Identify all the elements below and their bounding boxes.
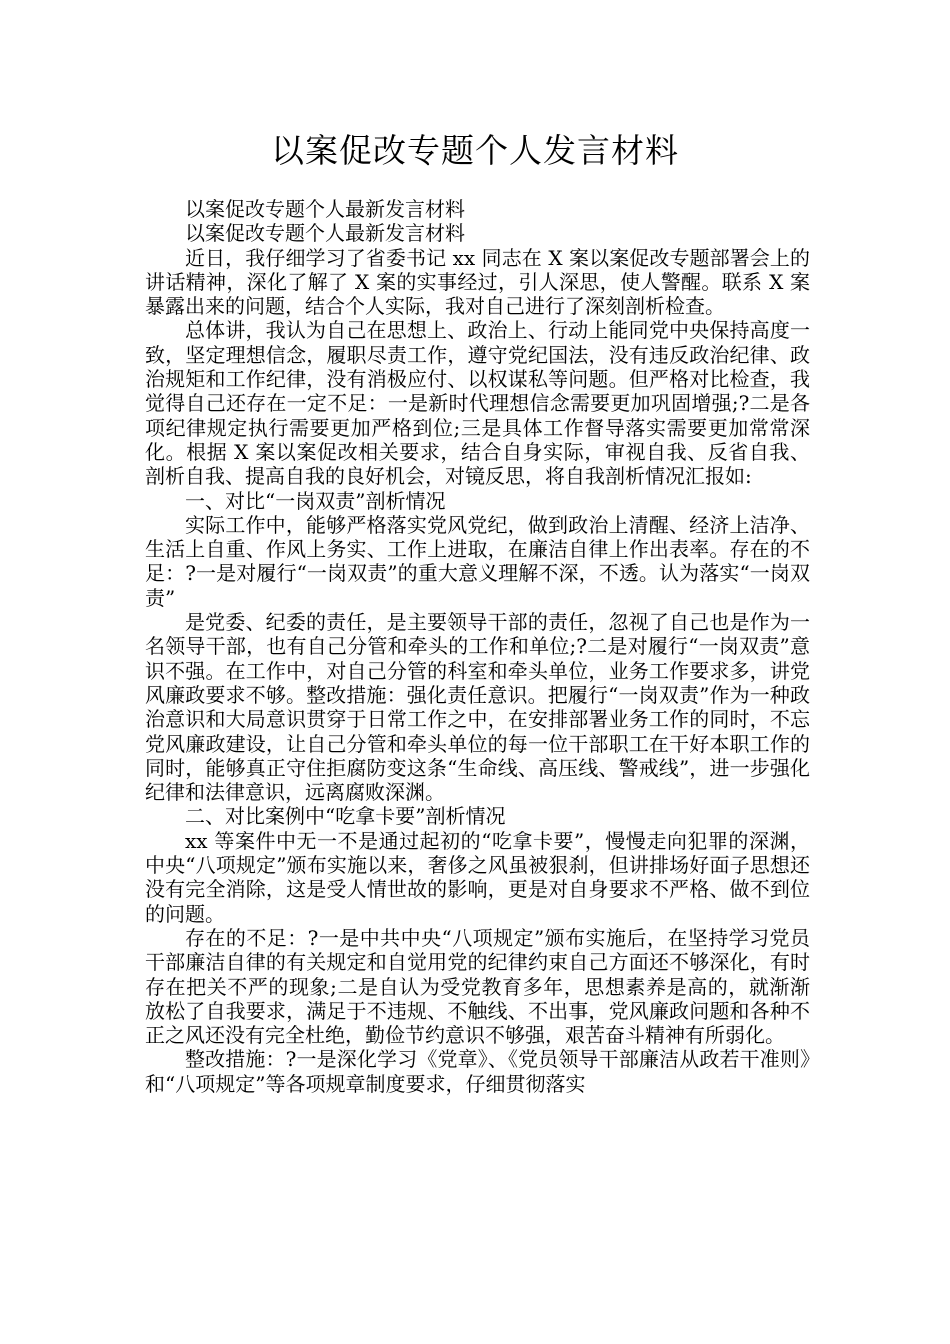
document-body <box>145 197 810 1096</box>
subtitle-line: 以案促改专题个人最新发言材料 <box>185 221 465 246</box>
body-paragraph: 整改措施：?一是深化学习《党章》、《党员领导干部廉洁从政若干准则》和“八项规定”等各项规章制度要求，仔细贯彻落实 <box>145 1047 810 1096</box>
body-paragraph: 是党委、纪委的责任，是主要领导干部的责任，忽视了自己也是作为一名领导干部，也有自己分管和牵头的工作和单位;?二是对履行“一岗双责”意识不强。在工作中，对自己分管的科室和牵头单位，业务工作要求多，讲党风廉政要求不够。整改措施：强化责任意识。把履行“一岗双责”作为一种政治意识和大局意识贯穿于日常工作之中，在安排部署业务工作的同时，不忘党风廉政建设，让自己分管和牵头单位的每一位干部职工在干好本职工作的同时，能够真正守住拒腐防变这条“生命线、高压线、警戒线”，进一步强化纪律和法律意识，远离腐败深渊。 <box>145 610 810 805</box>
body-paragraph: xx 等案件中无一不是通过起初的“吃拿卡要”，慢慢走向犯罪的深渊，中央“八项规定”颁布实施以来，奢侈之风虽被狠刹，但讲排场好面子思想还没有完全消除，这是受人情世故的影响，更是对自身要求不严格、做不到位的问题。 <box>145 828 810 926</box>
body-paragraph: 实际工作中，能够严格落实党风党纪，做到政治上清醒、经济上洁净、生活上自重、作风上务实、工作上进取，在廉洁自律上作出表率。存在的不足：?一是对履行“一岗双责”的重大意义理解不深，不透。认为落实“一岗双责” <box>145 512 810 610</box>
body-paragraph: 近日，我仔细学习了省委书记 xx 同志在 X 案以案促改专题部署会上的讲话精神，深化了解了 X 案的实事经过，引人深思，使人警醒。联系 X 案暴露出来的问题，结合个人实际，我对自己进行了深刻剖析检查。 <box>145 245 810 319</box>
section-heading: 一、对比“一岗双责”剖析情况 <box>185 488 446 513</box>
document-title: 以案促改专题个人发言材料 <box>271 131 679 170</box>
subtitle-line: 以案促改专题个人最新发言材料 <box>185 197 465 221</box>
body-paragraph: 存在的不足：?一是中共中央“八项规定”颁布实施后，在坚持学习党员干部廉洁自律的有关规定和自觉用党的纪律约束自己方面还不够深化，有时存在把关不严的现象;二是自认为受党教育多年，思想素养是高的，就渐渐放松了自我要求，满足于不违规、不触线、不出事，党风廉政问题和各种不正之风还没有完全杜绝，勤俭节约意识不够强，艰苦奋斗精神有所弱化。 <box>145 925 810 1048</box>
section-heading: 二、对比案例中“吃拿卡要”剖析情况 <box>185 804 506 829</box>
body-paragraph: 总体讲，我认为自己在思想上、政治上、行动上能同党中央保持高度一致，坚定理想信念，履职尽责工作，遵守党纪国法，没有违反政治纪律、政治规矩和工作纪律，没有消极应付、以权谋私等问题。但严格对比检查，我觉得自己还存在一定不足：一是新时代理想信念需要更加巩固增强;?二是各项纪律规定执行需要更加严格到位;三是具体工作督导落实需要更加常常深化。根据 X 案以案促改相关要求，结合自身实际，审视自我、反省自我、剖析自我、提高自我的良好机会，对镜反思，将自我剖析情况汇报如: <box>145 318 810 489</box>
